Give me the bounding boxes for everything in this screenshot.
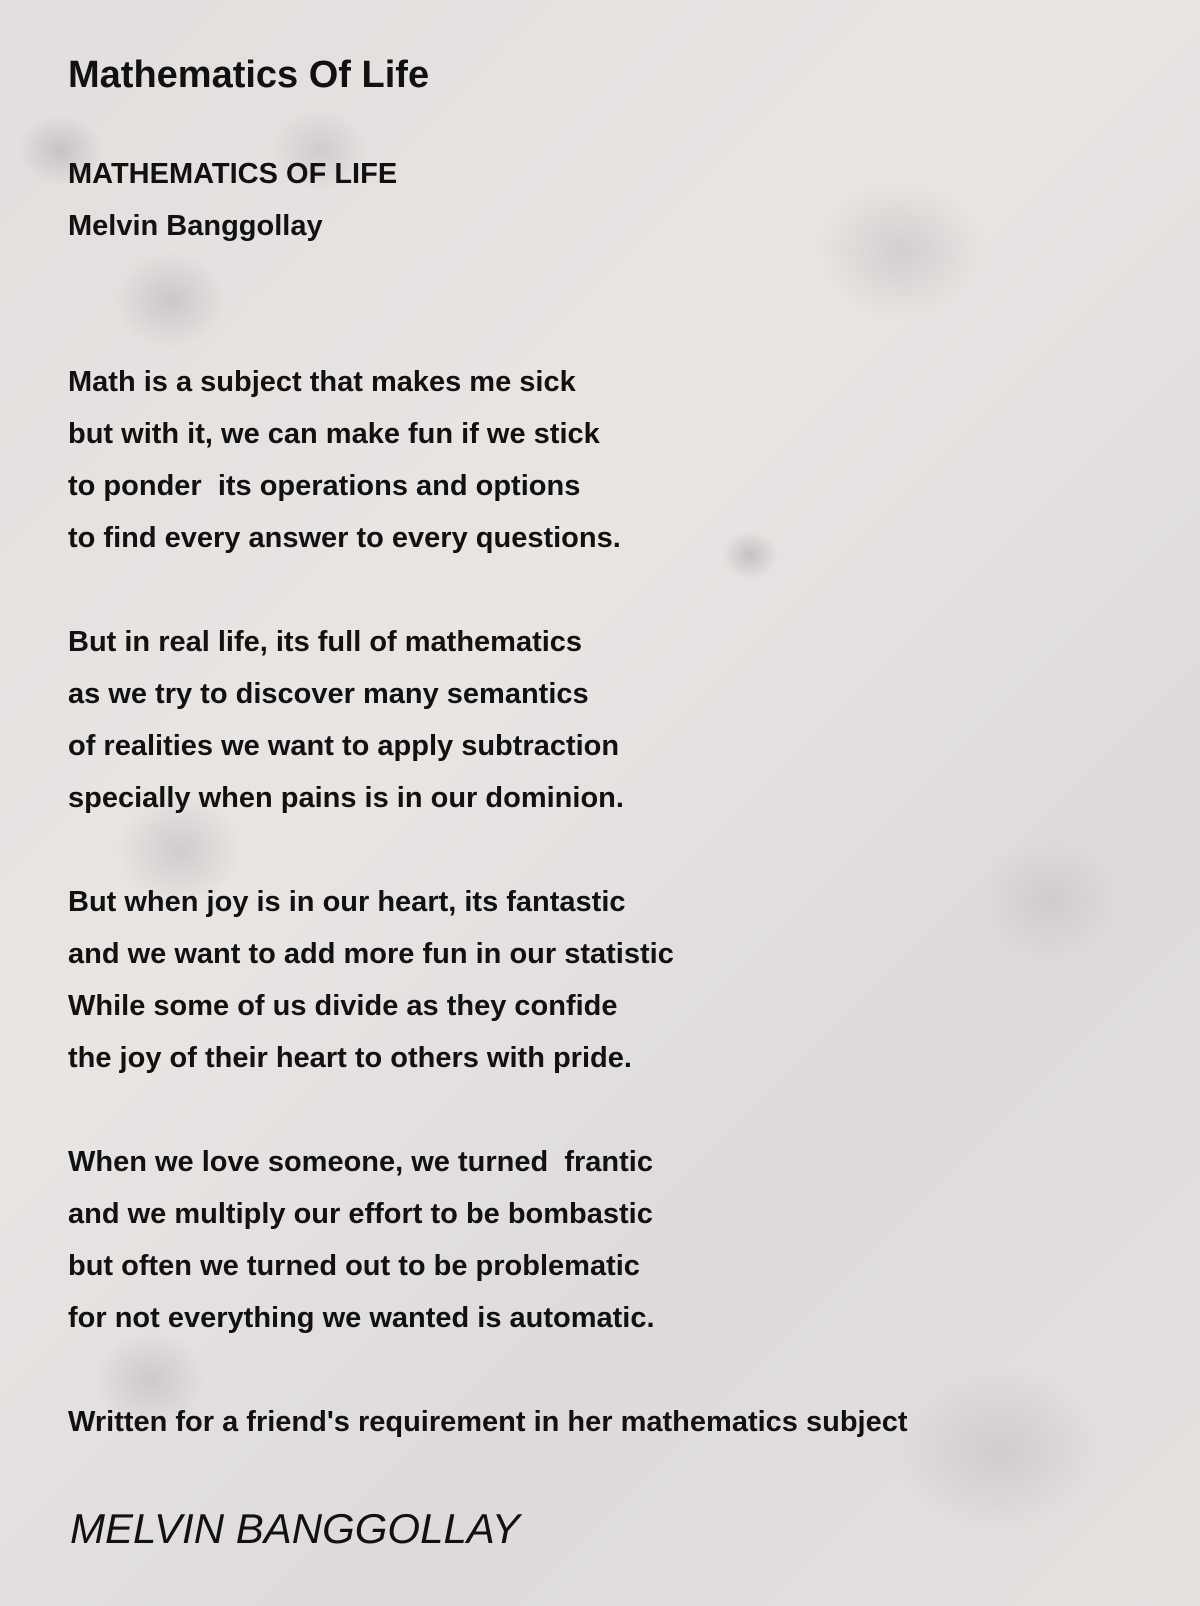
- author-signature: MELVIN BANGGOLLAY: [70, 1505, 520, 1552]
- poem-line: But in real life, its full of mathematics: [68, 626, 583, 658]
- poem-line: But when joy is in our heart, its fantastic: [68, 886, 626, 918]
- poem-line: of realities we want to apply subtraction: [68, 730, 620, 762]
- stanza: [68, 876, 908, 1084]
- poem-heading: MATHEMATICS OF LIFE: [68, 158, 398, 190]
- poem-line: but often we turned out to be problematic: [68, 1250, 640, 1282]
- poem-note: Written for a friend's requirement in her mathematics subject: [68, 1406, 908, 1438]
- poem-body: [68, 148, 908, 1448]
- stanza: [68, 356, 908, 564]
- poem-line: the joy of their heart to others with pride.: [68, 1042, 632, 1074]
- poem-line: but with it, we can make fun if we stick: [68, 418, 600, 450]
- poem-line: to find every answer to every questions.: [68, 522, 621, 554]
- stanza: [68, 1136, 908, 1344]
- poem-line: When we love someone, we turned frantic: [68, 1146, 653, 1178]
- poem-line: for not everything we wanted is automatic.: [68, 1302, 655, 1334]
- poem-line: and we multiply our effort to be bombastic: [68, 1198, 653, 1230]
- poem-title: Mathematics Of Life: [68, 54, 430, 96]
- poem-line: to ponder its operations and options: [68, 470, 581, 502]
- poem-author: Melvin Banggollay: [68, 210, 323, 242]
- poem-line: specially when pains is in our dominion.: [68, 782, 624, 814]
- poem-line: as we try to discover many semantics: [68, 678, 589, 710]
- stanza: [68, 616, 908, 824]
- poem-line: and we want to add more fun in our statistic: [68, 938, 674, 970]
- poem-line: Math is a subject that makes me sick: [68, 366, 576, 398]
- poem-line: While some of us divide as they confide: [68, 990, 618, 1022]
